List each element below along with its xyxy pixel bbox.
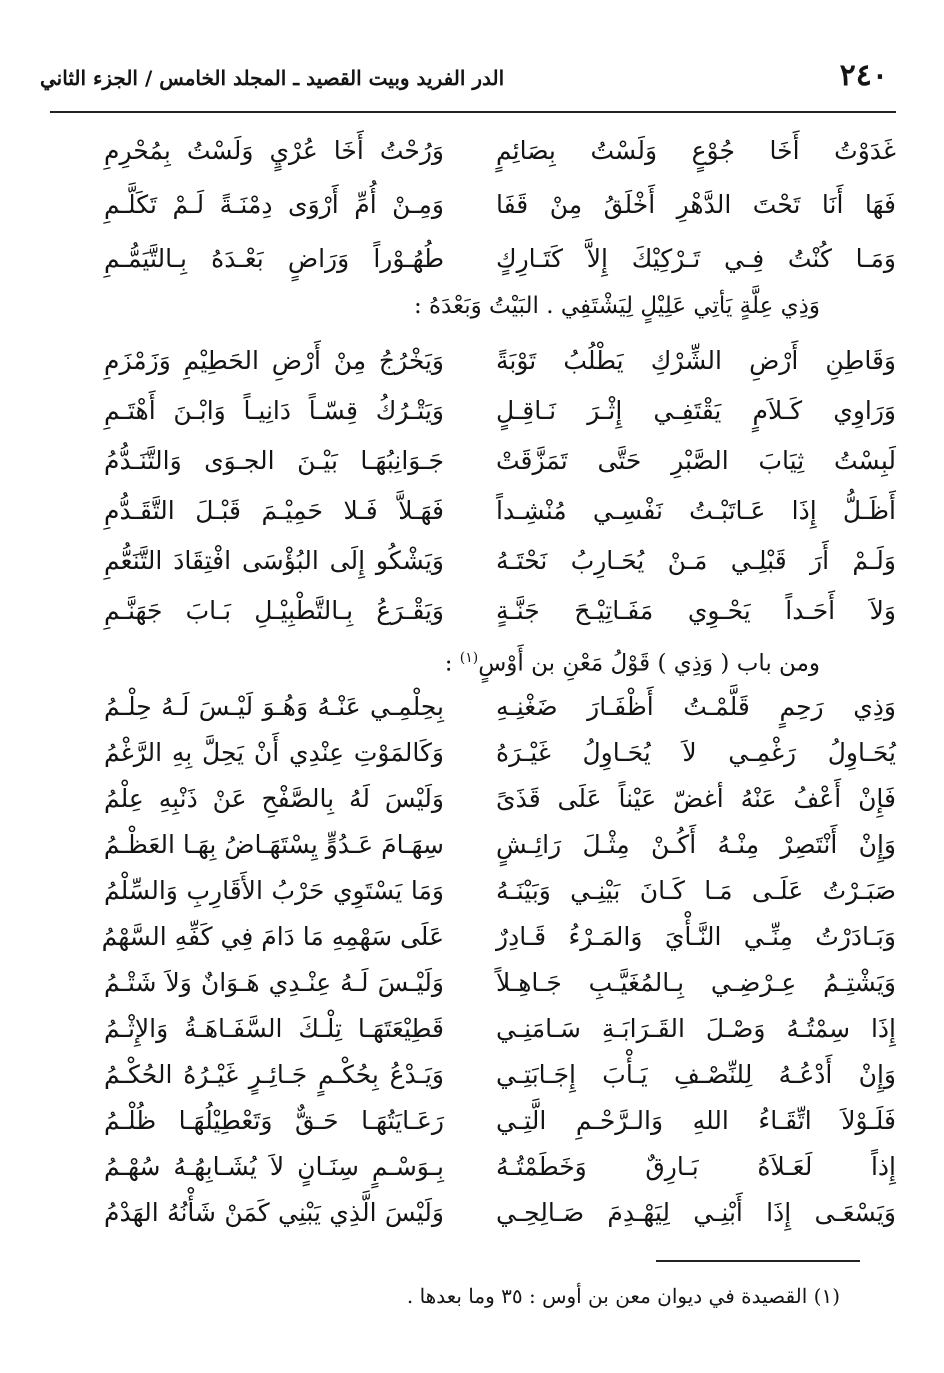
verse-first-hemistich: وَرَاوِي كَـلاَمٍ يَقْتَفِـي إِثْـرَ نَـاقِـلٍ <box>496 396 896 425</box>
verse-first-hemistich: غَدَوْتُ أَخَا جُوْعٍ وَلَسْتُ بِصَائِمٍ <box>496 136 896 165</box>
prose-line-2 <box>400 640 820 682</box>
verse-first-hemistich: وَلاَ أَحَـداً يَحْـوِي مَفَـاتِيْـحَ جَنَّـةٍ <box>496 596 896 625</box>
verse-line <box>0 586 944 636</box>
verse-second-hemistich: طُهُـوْراً وَرَاضٍ بَعْـدَهُ بِـالتَّيَمُّـمِ <box>104 244 444 273</box>
verse-second-hemistich: قَطِيْعَتَهَـا تِلْـكَ السَّفَـاهَـةُ وَالإِثْـمُ <box>104 1014 444 1043</box>
verse-first-hemistich: أَظَـلُّ إِذَا عَـاتَبْـتُ نَفْسِـي مُنْشِـداً <box>496 496 896 525</box>
prose-line-2-text: ومن باب ( وَذِي ) قَوْلُ مَعْنِ بن أَوْسٍ <box>478 650 820 677</box>
verse-first-hemistich: وَذِي رَحِمٍ قَلَّمْـتُ أَظْفَـارَ ضَغْنِـهِ <box>496 692 896 721</box>
verse-line <box>0 1004 944 1054</box>
verse-first-hemistich: وَقَاطِنِ أَرْضِ الشِّرْكِ يَطْلُبُ تَوْبَةً <box>496 346 896 375</box>
verse-first-hemistich: صَبَـرْتُ عَلَـى مَـا كَـانَ بَيْنِـي وَبَيْنَـهُ <box>496 876 896 905</box>
verse-line <box>0 820 944 870</box>
verse-second-hemistich: بِحِلْمِـي عَنْـهُ وَهُـوَ لَيْـسَ لَـهُ حِلْـمُ <box>104 692 444 721</box>
verse-second-hemistich: بِـوَسْـمٍ سِنَـانٍ لاَ يُشَـابِهُـهُ سُهْـمُ <box>104 1152 444 1181</box>
footnote <box>300 1280 840 1312</box>
verse-second-hemistich: وَلَيْسَ لَهُ بِالصَّفْحِ عَنْ ذَنْبِهِ عِلْمُ <box>104 784 444 813</box>
verse-line <box>0 728 944 778</box>
verse-second-hemistich: وَيَـدْعُ بِحُكْـمٍ جَـائِـرٍ غَيْـرُهُ الحُكْـمُ <box>104 1060 444 1089</box>
verse-line <box>0 1050 944 1100</box>
verse-second-hemistich: وَمَا يَسْتَوِي حَرْبُ الأَقَارِبِ وَالسِّلْمُ <box>104 876 444 905</box>
verse-line <box>0 1096 944 1146</box>
verse-second-hemistich: وَيَخْرُجُ مِنْ أَرْضِ الحَطِيْمِ وَزَمْزَمِ <box>104 346 444 375</box>
verse-line <box>0 436 944 486</box>
footnote-reference: (١) <box>459 650 479 666</box>
verse-first-hemistich: وَلَـمْ أَرَ قَبْلِـي مَـنْ يُحَـارِبُ نَحْتَـهُ <box>496 546 896 575</box>
verse-line <box>0 912 944 962</box>
verse-second-hemistich: وَلَيْسَ الَّذِي يَبْنِي كَمَنْ شَأْنُهُ الهَدْمُ <box>104 1198 444 1227</box>
verse-second-hemistich: وَكَالمَوْتِ عِنْدِي أَنْ يَحِلَّ بِهِ الرَّغْمُ <box>104 738 444 767</box>
verse-first-hemistich: إِذَا سِمْتُـهُ وَصْـلَ القَـرَابَـةِ سَـامَنِـي <box>496 1014 896 1043</box>
verse-line <box>0 180 944 230</box>
verse-line <box>0 1142 944 1192</box>
prose-line-1: وَذِي عِلَّةٍ يَأتِي عَلِيْلٍ لِيَشْتَفِي . البَيْتُ وَبَعْدَهُ : <box>413 293 820 319</box>
verse-second-hemistich: وَيَقْـرَعُ بِـالتَّطْبِيْـلِ بَـابَ جَهَنَّـمِ <box>104 596 444 625</box>
verse-line <box>0 682 944 732</box>
verse-first-hemistich: وَإِنْ أَنْتَصِرْ مِنْـهُ أَكُـنْ مِثْـلَ رَائِـشٍ <box>496 830 896 859</box>
verse-second-hemistich: وَلَيْـسَ لَـهُ عِنْـدِي هَـوَانٌ وَلاَ شَتْـمُ <box>104 968 444 997</box>
verse-second-hemistich: رَعَـايَتُهَـا حَـقٌّ وَتَعْطِيْلُهَـا ظُلْـمُ <box>104 1106 444 1135</box>
footnote-divider <box>656 1260 860 1262</box>
page-number: ٢٤٠ <box>839 58 888 93</box>
verse-line <box>0 866 944 916</box>
verse-first-hemistich: وَيَشْتِـمُ عِـرْضِـي بِـالمُغَيَّـبِ جَـاهِـلاً <box>496 968 896 997</box>
verse-line <box>0 234 944 284</box>
verse-first-hemistich: وَيَسْعَـى إِذَا أَبْنِـي لِيَهْـدِمَ صَـالِحِـي <box>496 1198 896 1227</box>
verse-second-hemistich: فَهَـلاَّ فَـلا حَمِيْـمَ قَبْـلَ التَّقَـدُّمِ <box>104 496 444 525</box>
verse-first-hemistich: لَبِسْتُ ثِيَابَ الصَّبْرِ حَتَّى تَمَزَّقَتْ <box>496 446 896 475</box>
verse-first-hemistich: إِذاً لَعَـلاَهُ بَـارِقٌ وَخَطَمْتُـهُ <box>496 1152 896 1181</box>
footnote-text: القصيدة في ديوان معن بن أوس : ٣٥ وما بعدها . <box>406 1284 808 1308</box>
verse-line <box>0 1188 944 1238</box>
verse-second-hemistich: سِهَـامَ عَـدُوٍّ يِسْتَهَـاضُ بِهَـا العَظْـمُ <box>103 830 444 859</box>
verse-line <box>0 536 944 586</box>
verse-second-hemistich: وَمِـنْ أُمِّ أَرْوَى دِمْنَـةً لَـمْ تَكَلَّـمِ <box>104 190 444 219</box>
verse-first-hemistich: فَهَا أَنَا تَحْتَ الدَّهْرِ أَخْلَقُ مِنْ قَفَا <box>496 190 896 219</box>
verse-line <box>0 386 944 436</box>
verse-first-hemistich: وَمَـا كُنْتُ فِـي تَـرْكِيْكَ إِلاَّ كَتَـارِكٍ <box>496 244 896 273</box>
prose-line-2-colon: : <box>444 650 460 677</box>
running-title: الدر الفريد وبيت القصيد ـ المجلد الخامس / الجزء الثاني <box>40 66 505 90</box>
verse-first-hemistich: فَإِنْ أَعْفُ عَنْهُ أغضّ عَيْناً عَلَى قَذَىً <box>496 784 896 813</box>
header-divider <box>50 111 896 113</box>
verse-line <box>0 958 944 1008</box>
verse-second-hemistich: جَـوَانِبُهَـا بَيْـنَ الجـوَى وَالتَّنَـدُّمُ <box>104 446 444 475</box>
verse-second-hemistich: وَرُحْتُ أَخَا عُرْيٍ وَلَسْتُ بِمُحْرِمِ <box>104 136 444 165</box>
verse-first-hemistich: وَإِنْ أَدْعُـهُ لِلنِّصْـفِ يَـأْبَ إِجَـابَتِـي <box>496 1060 896 1089</box>
verse-first-hemistich: فَلَـوْلاَ اتِّقَـاءُ اللهِ وَالـرَّحْـمِ الَّتِـي <box>496 1106 896 1135</box>
footnote-mark: (١) <box>813 1284 840 1308</box>
verse-line <box>0 774 944 824</box>
verse-first-hemistich: وَبَـادَرْتُ مِنِّـي النَّـأْيَ وَالمَـرْءُ قَـادِرٌ <box>496 922 896 951</box>
verse-line <box>0 126 944 176</box>
verse-line <box>0 336 944 386</box>
verse-first-hemistich: يُحَـاوِلُ رَغْمِـي لاَ يُحَـاوِلُ غَيْـرَهُ <box>496 738 896 767</box>
verse-second-hemistich: وَيَتْـرُكُ قِسّـاً دَانِيـاً وَابْـنَ أَهْتَـمِ <box>104 396 444 425</box>
verse-second-hemistich: وَيَشْكُو إِلَى البُؤْسَى افْتِقَادَ التَّنَعُّمِ <box>104 546 444 575</box>
verse-second-hemistich: عَلَى سَهْمِهِ مَا دَامَ فِي كَفِّهِ السَّهْمُ <box>101 922 444 951</box>
verse-line <box>0 486 944 536</box>
